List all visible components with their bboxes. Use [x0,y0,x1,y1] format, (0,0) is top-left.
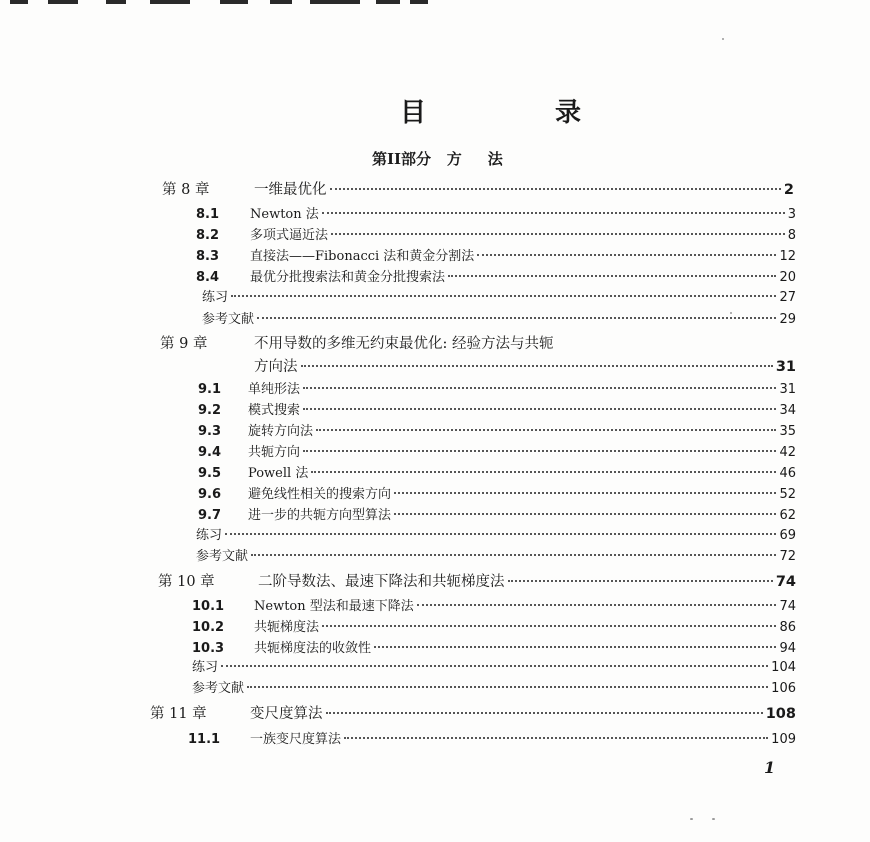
toc-entry-title: 共轭梯度法的收敛性 [254,641,372,656]
toc-entry-title: 一维最优化 [254,182,327,198]
toc-entry-page: 29 [779,312,796,327]
toc-entry-page: 42 [779,445,796,460]
toc-entry-page: 104 [771,660,796,675]
toc-entry-page: 35 [779,424,796,439]
page-title: 目 录 [400,98,642,128]
dot-leader [311,471,776,473]
toc-section-row [198,483,796,503]
toc-entry-page: 3 [787,207,796,222]
toc-entry-number: 9.1 [198,382,222,397]
toc-entry-title: 共轭方向 [248,445,301,460]
dot-leader [322,212,785,214]
dot-leader [257,317,776,319]
toc-entry-number: 第 11 章 [150,706,207,722]
dot-leader [251,554,776,556]
toc-entry-number: 10.2 [192,620,225,635]
toc-entry-title: 练习 [202,290,229,305]
toc-section-row [198,441,796,461]
toc-entry-page: 69 [779,528,796,543]
toc-entry-title: 单纯形法 [248,382,301,397]
dot-leader [448,275,776,277]
toc-entry-page: 2 [783,182,794,198]
toc-section-row [192,616,796,636]
toc-entry-number: 8.2 [196,228,220,243]
toc-entry-page: 108 [765,706,796,722]
dot-leader [374,646,776,648]
toc-entry-page: 31 [775,359,796,375]
toc-entry-page: 106 [771,681,796,696]
toc-row [202,308,796,328]
toc-entry-number: 9.7 [198,508,222,523]
toc-entry-page: 94 [779,641,796,656]
toc-entry-number: 10.1 [192,599,225,614]
toc-section-row [192,595,796,615]
toc-entry-title: 直接法——Fibonacci 法和黄金分割法 [250,249,475,264]
toc-section-row [198,399,796,419]
toc-section-row [198,378,796,398]
toc-entry-number: 第 10 章 [158,574,215,590]
dot-leader [303,408,776,410]
toc-row [192,656,796,676]
dot-leader [301,365,773,367]
toc-entry-title: 练习 [196,528,223,543]
dot-leader [303,450,776,452]
toc-entry-title: Powell 法 [248,466,309,481]
toc-row [196,524,796,544]
toc-row [202,286,796,306]
toc-row [196,545,796,565]
dot-leader [322,625,776,627]
toc-entry-title: Newton 法 [250,207,319,222]
dot-leader [394,513,776,515]
toc-chapter-row [150,702,796,722]
toc-entry-number: 第 8 章 [162,182,210,198]
dot-leader [394,492,776,494]
scan-speck [730,312,732,314]
toc-entry-page: 74 [775,574,796,590]
toc-entry-page: 8 [787,228,796,243]
toc-chapter-row [160,332,760,352]
toc-entry-title: 旋转方向法 [248,424,314,439]
dot-leader [247,686,768,688]
toc-entry-number: 8.4 [196,270,220,285]
page-number: 1 [764,758,776,777]
dot-leader [303,387,776,389]
dot-leader [344,737,768,739]
dot-leader [316,429,776,431]
dot-leader [331,233,785,235]
toc-entry-number: 10.3 [192,641,225,656]
toc-entry-page: 34 [779,403,796,418]
dot-leader [231,295,776,297]
toc-chapter-row [158,570,796,590]
dot-leader [330,188,781,190]
toc-chapter-row [162,178,794,198]
toc-entry-number: 第 9 章 [160,336,208,352]
toc-entry-page: 12 [779,249,796,264]
toc-section-row [196,203,796,223]
toc-section-row [192,637,796,657]
toc-section-row [196,266,796,286]
toc-entry-page: 109 [771,732,796,747]
toc-entry-title: 共轭梯度法 [254,620,320,635]
dot-leader [417,604,777,606]
toc-entry-number: 11.1 [188,732,221,747]
toc-entry-number: 8.1 [196,207,220,222]
toc-entry-page: 20 [779,270,796,285]
scan-speck [690,818,693,820]
toc-entry-number: 9.6 [198,487,222,502]
toc-entry-number: 9.2 [198,403,222,418]
toc-row [254,355,796,375]
toc-entry-page: 72 [779,549,796,564]
dot-leader [508,580,773,582]
toc-entry-title: 避免线性相关的搜索方向 [248,487,392,502]
toc-entry-title: 二阶导数法、最速下降法和共轭梯度法 [258,574,505,590]
part-heading: 第II部分 方 法 [372,150,503,168]
toc-entry-page: 62 [779,508,796,523]
toc-entry-page: 27 [779,290,796,305]
toc-entry-title: 方向法 [254,359,298,375]
toc-entry-number: 9.3 [198,424,222,439]
toc-section-row [198,504,796,524]
toc-entry-page: 86 [779,620,796,635]
dot-leader [225,533,776,535]
toc-section-row [198,462,796,482]
toc-entry-page: 46 [779,466,796,481]
toc-entry-number: 9.4 [198,445,222,460]
dot-leader [221,665,768,667]
toc-entry-title: 一族变尺度算法 [250,732,342,747]
toc-entry-title: Newton 型法和最速下降法 [254,599,414,614]
toc-entry-title: 参考文献 [192,681,245,696]
toc-entry-title: 进一步的共轭方向型算法 [248,508,392,523]
toc-entry-number: 9.5 [198,466,222,481]
dot-leader [477,254,776,256]
toc-entry-page: 74 [779,599,796,614]
toc-entry-title: 多项式逼近法 [250,228,329,243]
toc-entry-page: 52 [779,487,796,502]
toc-row [192,677,796,697]
dot-leader [326,712,763,714]
toc-entry-number: 8.3 [196,249,220,264]
toc-section-row [196,224,796,244]
toc-entry-title: 不用导数的多维无约束最优化: 经验方法与共轭 [254,336,554,352]
scan-speck [722,38,724,40]
toc-entry-title: 参考文献 [202,312,255,327]
toc-entry-title: 参考文献 [196,549,249,564]
toc-entry-title: 变尺度算法 [250,706,323,722]
toc-section-row [196,245,796,265]
toc-section-row [188,728,796,748]
toc-entry-title: 练习 [192,660,219,675]
scan-speck [712,818,715,820]
toc-section-row [198,420,796,440]
toc-entry-title: 模式搜索 [248,403,301,418]
toc-entry-page: 31 [779,382,796,397]
toc-entry-title: 最优分批搜索法和黄金分批搜索法 [250,270,446,285]
